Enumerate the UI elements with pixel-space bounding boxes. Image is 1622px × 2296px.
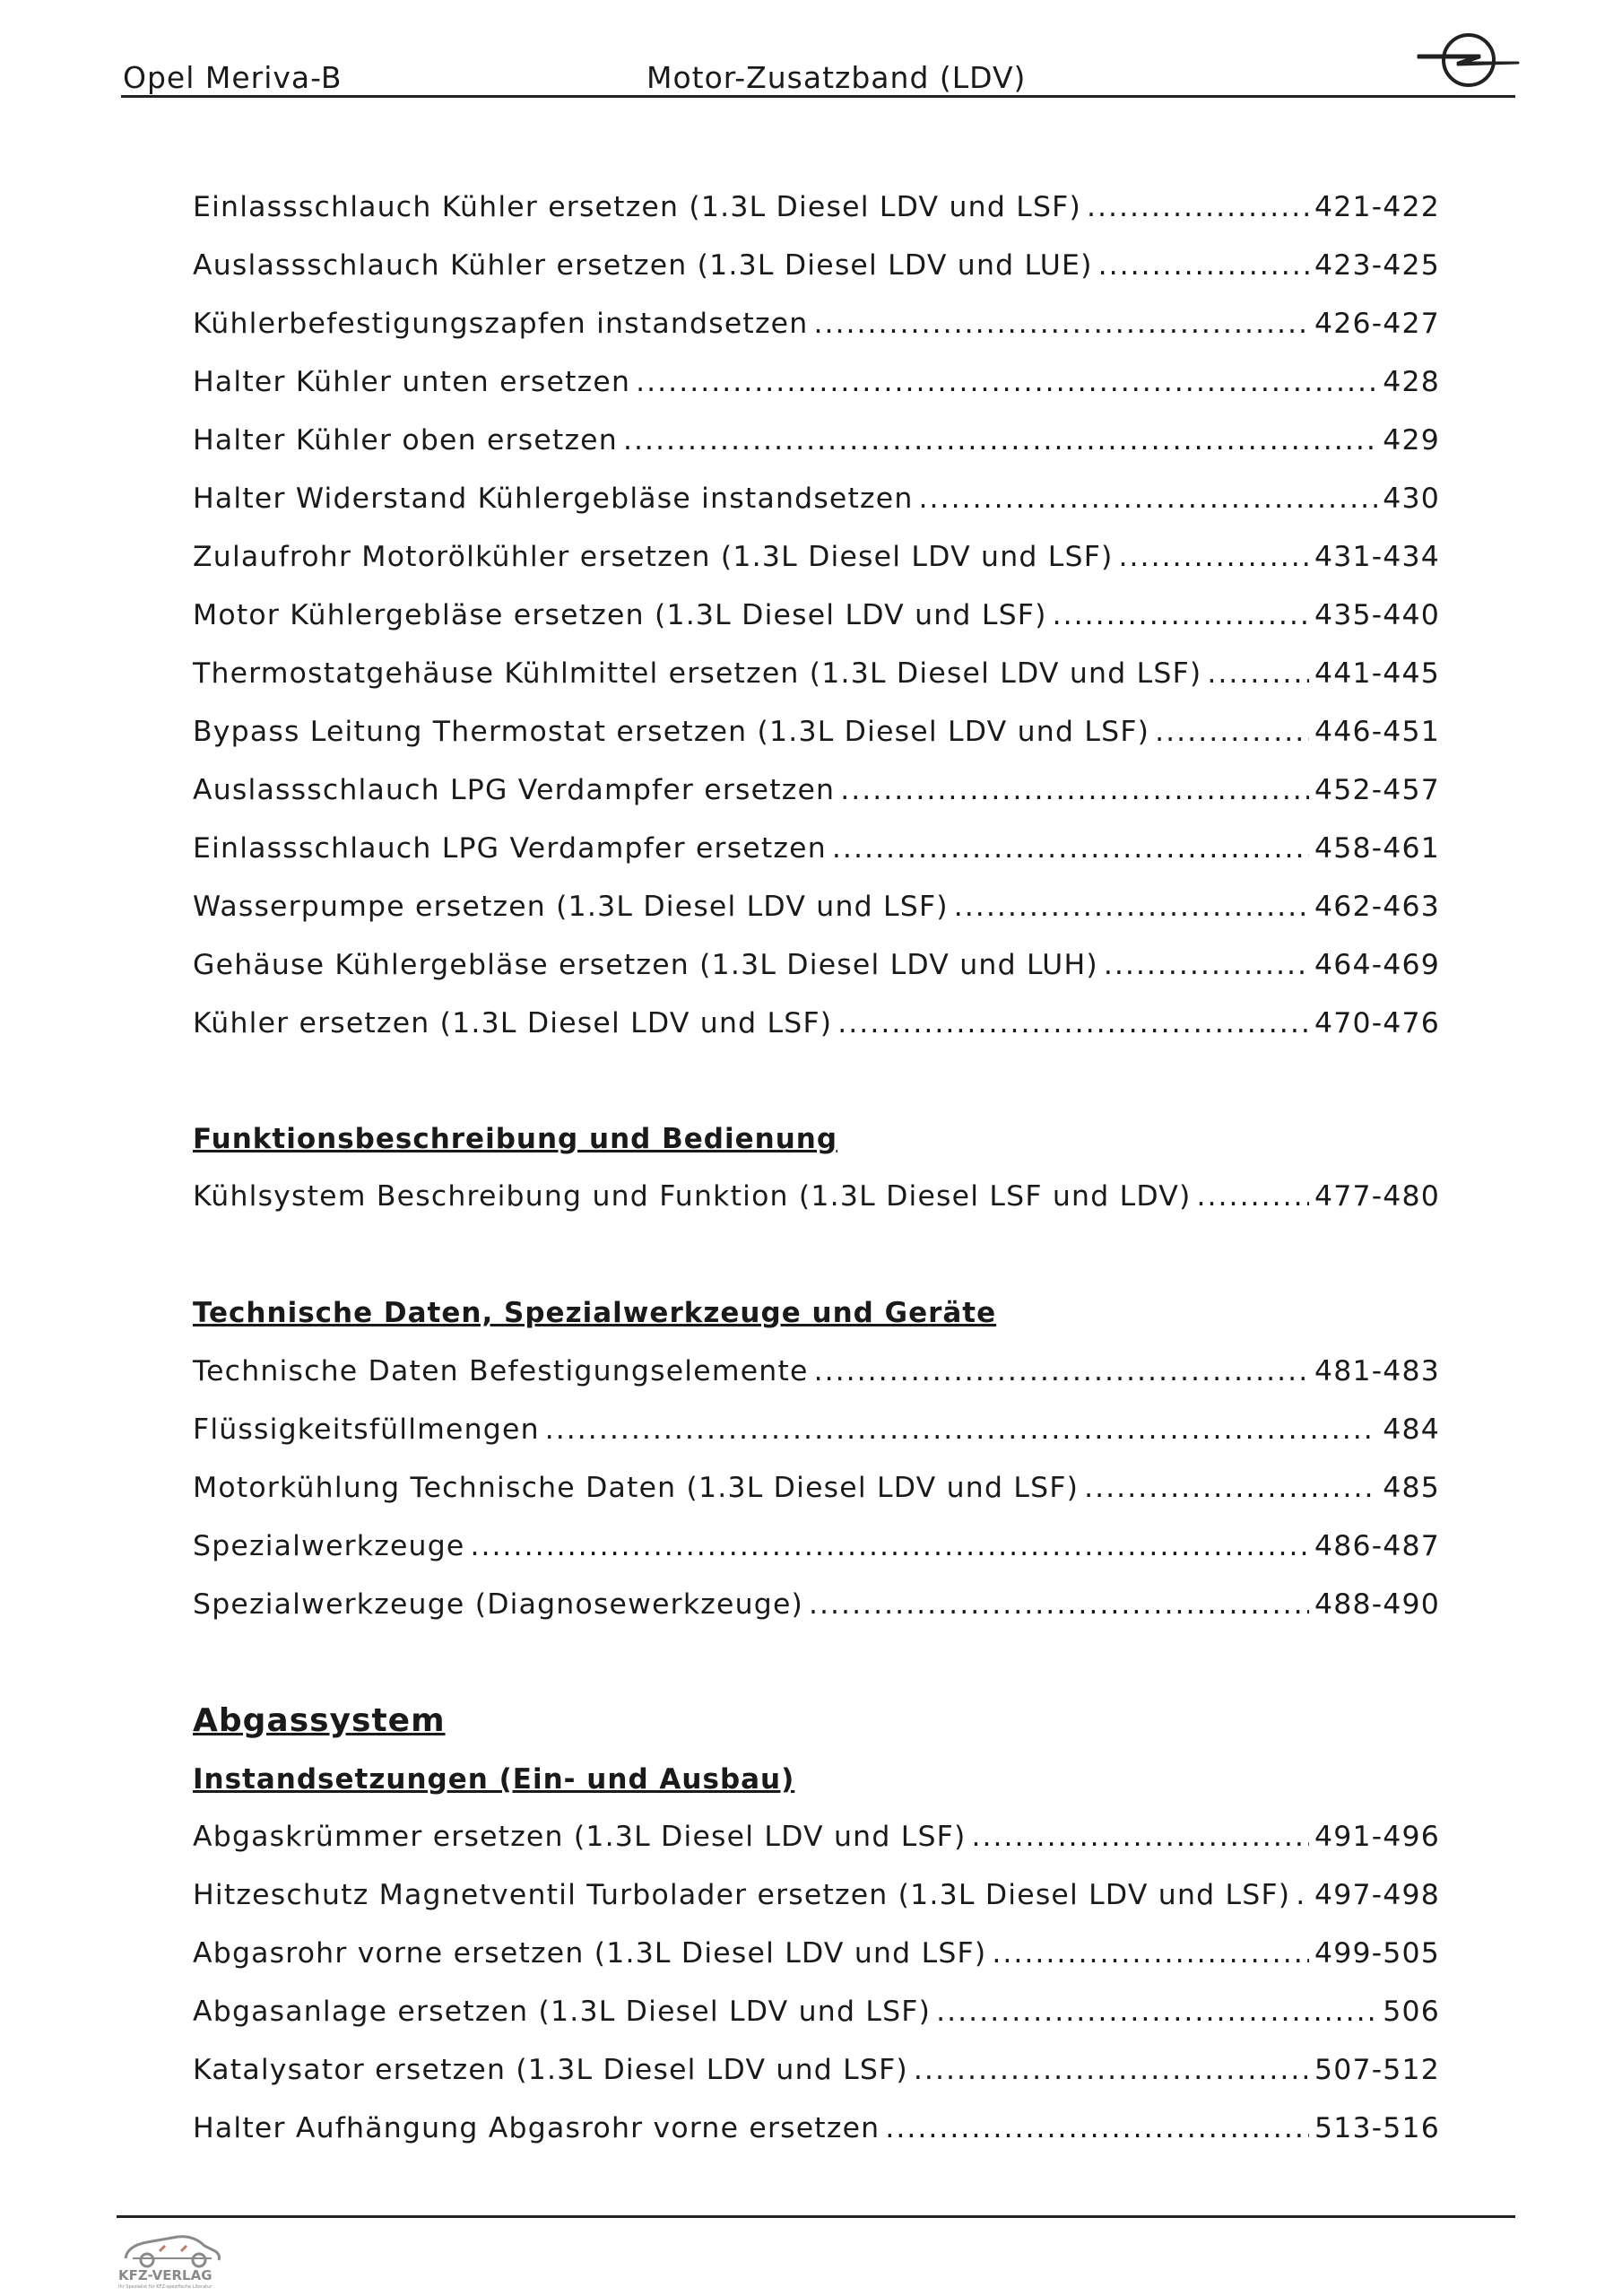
toc-leader-dots <box>1053 599 1309 631</box>
toc-entry <box>193 1996 1440 2037</box>
toc-entry <box>193 832 1440 874</box>
toc-entry-title: Kühlsystem Beschreibung und Funktion (1.3L Diesel LSF und LDV) <box>193 1180 1192 1213</box>
toc-entry <box>193 1472 1440 1513</box>
toc-entry-title: Abgasanlage ersetzen (1.3L Diesel LDV und LSF) <box>193 1996 932 2028</box>
toc-entry <box>193 716 1440 757</box>
toc-entry-pages: 491-496 <box>1314 1821 1440 1853</box>
toc-entry-title: Flüssigkeitsfüllmengen <box>193 1413 540 1446</box>
toc-entry <box>193 366 1440 407</box>
toc-leader-dots <box>914 2054 1309 2086</box>
toc-entry-title: Halter Widerstand Kühlergebläse instandsetzen <box>193 483 914 515</box>
toc-entry <box>193 483 1440 524</box>
toc-leader-dots <box>837 1007 1309 1039</box>
toc-entry-title: Gehäuse Kühlergebläse ersetzen (1.3L Diesel LDV und LUH) <box>193 949 1098 981</box>
toc-leader-dots <box>954 891 1309 923</box>
toc-entry-title: Halter Aufhängung Abgasrohr vorne ersetzen <box>193 2112 880 2144</box>
toc-leader-dots <box>919 483 1378 515</box>
toc-entry-title: Motor Kühlergebläse ersetzen (1.3L Diesel LDV und LSF) <box>193 599 1047 631</box>
toc-entry-pages: 446-451 <box>1314 716 1440 748</box>
toc-leader-dots <box>636 366 1377 398</box>
opel-blitz-logo-icon <box>1417 27 1520 93</box>
subheading-repairs: Instandsetzungen (Ein- und Ausbau) <box>193 1763 795 1796</box>
toc-entry-pages: 429 <box>1383 424 1440 457</box>
toc-entry <box>193 1355 1440 1396</box>
toc-entry-pages: 423-425 <box>1314 249 1440 282</box>
toc-entry-pages: 507-512 <box>1314 2054 1440 2086</box>
toc-entry-pages: 462-463 <box>1314 891 1440 923</box>
toc-entry-title: Halter Kühler unten ersetzen <box>193 366 631 398</box>
toc-entry-pages: 458-461 <box>1314 832 1440 865</box>
toc-leader-dots <box>1207 657 1309 690</box>
toc-entry-pages: 477-480 <box>1314 1180 1440 1213</box>
toc-entry <box>193 891 1440 932</box>
toc-entry <box>193 1588 1440 1630</box>
subheading-technical: Technische Daten, Spezialwerkzeuge und Geräte <box>193 1297 997 1329</box>
toc-leader-dots <box>992 1937 1309 1970</box>
toc-entry <box>193 249 1440 291</box>
toc-leader-dots <box>1197 1180 1309 1213</box>
toc-leader-dots <box>885 2112 1309 2144</box>
footer-logo-text: KFZ-VERLAG <box>118 2267 213 2283</box>
toc-entry-title: Thermostatgehäuse Kühlmittel ersetzen (1.3L Diesel LDV und LSF) <box>193 657 1202 690</box>
toc-entry-pages: 499-505 <box>1314 1937 1440 1970</box>
toc-entry <box>193 1413 1440 1455</box>
toc-entry-title: Bypass Leitung Thermostat ersetzen (1.3L Diesel LDV und LSF) <box>193 716 1150 748</box>
toc-entry-title: Katalysator ersetzen (1.3L Diesel LDV und LSF) <box>193 2054 908 2086</box>
toc-entry-title: Abgaskrümmer ersetzen (1.3L Diesel LDV und LSF) <box>193 1821 967 1853</box>
toc-entry-pages: 464-469 <box>1314 949 1440 981</box>
toc-entry <box>193 1879 1440 1920</box>
toc-entry-pages: 431-434 <box>1314 541 1440 573</box>
toc-leader-dots <box>936 1996 1377 2028</box>
toc-leader-dots <box>809 1588 1309 1621</box>
toc-entry <box>193 1007 1440 1048</box>
toc-entry-pages: 428 <box>1383 366 1440 398</box>
toc-entry <box>193 1821 1440 1862</box>
toc-leader-dots <box>1087 191 1309 223</box>
toc-entry-pages: 421-422 <box>1314 191 1440 223</box>
toc-leader-dots <box>623 424 1377 457</box>
toc-entry-title: Einlassschlauch LPG Verdampfer ersetzen <box>193 832 827 865</box>
toc-entry-title: Kühlerbefestigungszapfen instandsetzen <box>193 308 809 340</box>
toc-entry-title: Halter Kühler oben ersetzen <box>193 424 618 457</box>
toc-entry-pages: 513-516 <box>1314 2112 1440 2144</box>
toc-entry-title: Zulaufrohr Motorölkühler ersetzen (1.3L Diesel LDV und LSF) <box>193 541 1114 573</box>
toc-leader-dots <box>813 308 1309 340</box>
toc-leader-dots <box>1104 949 1309 981</box>
toc-entry <box>193 541 1440 582</box>
toc-leader-dots <box>1119 541 1309 573</box>
toc-entry-pages: 485 <box>1383 1472 1440 1504</box>
toc-entry <box>193 424 1440 465</box>
toc-entry-pages: 435-440 <box>1314 599 1440 631</box>
header-title: Motor-Zusatzband (LDV) <box>646 60 1027 95</box>
toc-entry-title: Technische Daten Befestigungselemente <box>193 1355 809 1387</box>
toc-entry <box>193 657 1440 699</box>
toc-entry-pages: 497-498 <box>1314 1879 1440 1911</box>
header-model: Opel Meriva-B <box>123 60 343 95</box>
toc-entry-title: Abgasrohr vorne ersetzen (1.3L Diesel LDV und LSF) <box>193 1937 987 1970</box>
toc-entry-pages: 484 <box>1383 1413 1440 1446</box>
toc-entry <box>193 1937 1440 1979</box>
kfz-verlag-car-logo-icon <box>115 2224 227 2291</box>
toc-entry <box>193 2054 1440 2095</box>
toc-leader-dots <box>545 1413 1378 1446</box>
footer-logo-tagline: Ihr Spezialist für KFZ-spezifische Literatur <box>118 2284 213 2290</box>
toc-entry-title: Spezialwerkzeuge <box>193 1530 465 1562</box>
toc-entry-pages: 506 <box>1383 1996 1440 2028</box>
toc-entry <box>193 949 1440 990</box>
toc-entry <box>193 308 1440 349</box>
toc-entry <box>193 2112 1440 2153</box>
toc-entry-title: Hitzeschutz Magnetventil Turbolader ersetzen (1.3L Diesel LDV und LSF) <box>193 1879 1291 1911</box>
toc-leader-dots <box>1098 249 1309 282</box>
toc-entry-pages: 430 <box>1383 483 1440 515</box>
toc-leader-dots <box>840 774 1309 806</box>
toc-entry <box>193 1530 1440 1571</box>
toc-entry-pages: 481-483 <box>1314 1355 1440 1387</box>
toc-entry-pages: 488-490 <box>1314 1588 1440 1621</box>
toc-entry-title: Wasserpumpe ersetzen (1.3L Diesel LDV und LSF) <box>193 891 949 923</box>
toc-entry-pages: 441-445 <box>1314 657 1440 690</box>
toc-entry-pages: 426-427 <box>1314 308 1440 340</box>
page-header <box>121 54 1515 98</box>
toc-leader-dots <box>1155 716 1309 748</box>
toc-entry-title: Motorkühlung Technische Daten (1.3L Diesel LDV und LSF) <box>193 1472 1080 1504</box>
toc-entry-title: Auslassschlauch Kühler ersetzen (1.3L Diesel LDV und LUE) <box>193 249 1093 282</box>
toc-entry-pages: 486-487 <box>1314 1530 1440 1562</box>
toc-leader-dots <box>814 1355 1309 1387</box>
toc-entry-pages: 452-457 <box>1314 774 1440 806</box>
toc-entry <box>193 1180 1440 1222</box>
subheading-function: Funktionsbeschreibung und Bedienung <box>193 1123 838 1155</box>
toc-entry-title: Auslassschlauch LPG Verdampfer ersetzen <box>193 774 836 806</box>
toc-leader-dots <box>1084 1472 1377 1504</box>
toc-entry-title: Einlassschlauch Kühler ersetzen (1.3L Diesel LDV und LSF) <box>193 191 1081 223</box>
toc-entry <box>193 774 1440 815</box>
toc-entry-title: Spezialwerkzeuge (Diagnosewerkzeuge) <box>193 1588 804 1621</box>
toc-leader-dots <box>832 832 1309 865</box>
section-title-exhaust: Abgassystem <box>193 1702 446 1739</box>
footer-divider <box>117 2215 1515 2218</box>
toc-entry-pages: 470-476 <box>1314 1007 1440 1039</box>
toc-entry <box>193 599 1440 640</box>
toc-leader-dots <box>1296 1879 1309 1911</box>
toc-leader-dots <box>971 1821 1309 1853</box>
toc-entry <box>193 191 1440 232</box>
toc-entry-title: Kühler ersetzen (1.3L Diesel LDV und LSF) <box>193 1007 833 1039</box>
toc-leader-dots <box>471 1530 1309 1562</box>
